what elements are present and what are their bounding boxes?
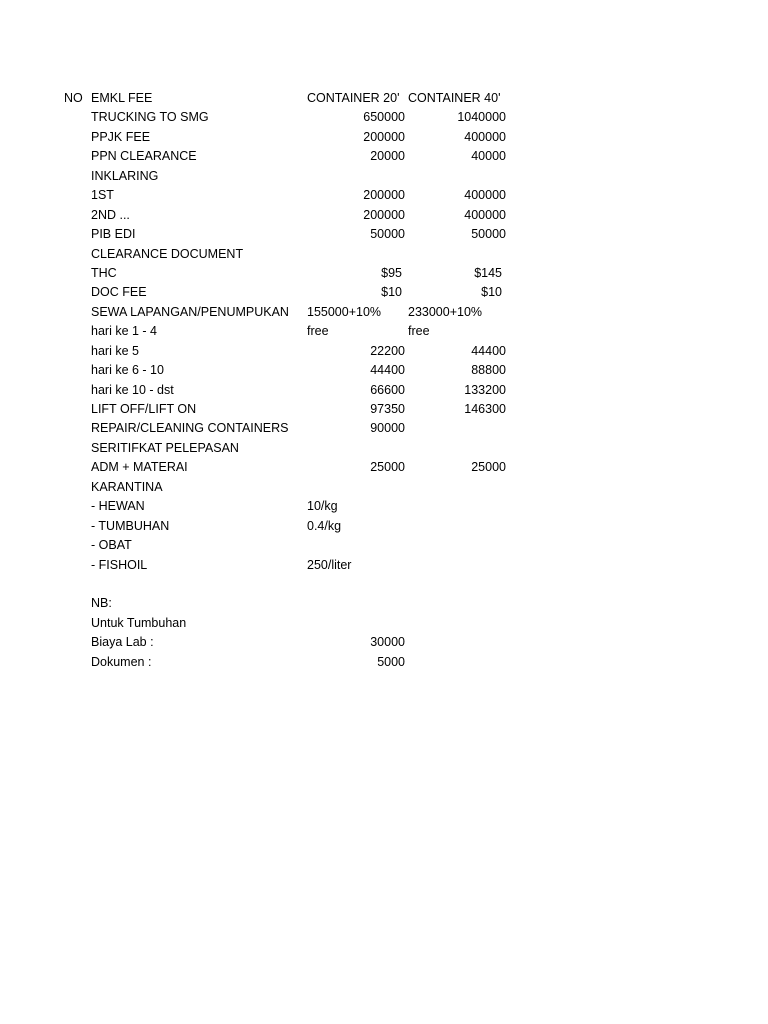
value-container-20: 25000 <box>370 460 405 475</box>
value-container-40: 233000+10% <box>408 304 483 319</box>
header-row <box>0 89 768 108</box>
notes-dokumen <box>0 653 768 672</box>
value-container-40: 400000 <box>464 129 506 144</box>
header-container-20: CONTAINER 20' <box>307 91 400 105</box>
dokumen-value: 5000 <box>377 654 405 669</box>
row-ppjk-fee <box>0 128 768 147</box>
value-container-40: 1040000 <box>457 110 506 125</box>
value-container-20: 10/kg <box>307 499 338 514</box>
value-container-20: 44400 <box>370 363 405 378</box>
value-container-40: 40000 <box>471 149 506 164</box>
value-container-20: $10 <box>381 285 402 300</box>
notes-nb <box>0 594 768 613</box>
item-label: - TUMBUHAN <box>91 518 170 533</box>
item-label: PPJK FEE <box>91 129 151 144</box>
biaya-lab-label: Biaya Lab : <box>91 635 154 650</box>
value-container-40: 400000 <box>464 188 506 203</box>
value-container-40: free <box>408 324 430 339</box>
item-label: PIB EDI <box>91 227 136 242</box>
row-obat <box>0 536 768 555</box>
value-container-20: 200000 <box>363 129 405 144</box>
row-2nd <box>0 206 768 225</box>
value-container-20: 50000 <box>370 227 405 242</box>
item-label: hari ke 6 - 10 <box>91 363 164 378</box>
row-thc <box>0 264 768 283</box>
item-label: hari ke 1 - 4 <box>91 324 158 339</box>
blank-row <box>0 575 768 594</box>
row-pib-edi <box>0 225 768 244</box>
item-label: - HEWAN <box>91 499 145 514</box>
item-label: SERITIFKAT PELEPASAN <box>91 440 239 455</box>
value-container-40: 146300 <box>464 402 506 416</box>
item-label: LIFT OFF/LIFT ON <box>91 402 197 416</box>
item-label: CLEARANCE DOCUMENT <box>91 246 244 261</box>
row-doc-fee <box>0 283 768 302</box>
notes-subtitle <box>0 614 768 633</box>
row-hari-6-10 <box>0 361 768 380</box>
row-fishoil <box>0 556 768 575</box>
value-container-20: 650000 <box>363 110 405 125</box>
value-container-20: 0.4/kg <box>307 518 342 533</box>
value-container-20: 200000 <box>363 188 405 203</box>
header-emkl-fee: EMKL FEE <box>91 91 153 105</box>
row-sewa-lapangan <box>0 303 768 322</box>
value-container-20: 66600 <box>370 382 405 397</box>
row-seritifkat-pelepasan <box>0 439 768 458</box>
value-container-40: $10 <box>481 285 502 300</box>
row-hewan <box>0 497 768 516</box>
value-container-40: $145 <box>474 265 502 280</box>
value-container-40: 50000 <box>471 227 506 242</box>
header-no: NO <box>64 91 83 105</box>
row-hari-1-4 <box>0 322 768 341</box>
value-container-40: 400000 <box>464 207 506 222</box>
value-container-20: 155000+10% <box>307 304 382 319</box>
row-tumbuhan <box>0 517 768 536</box>
item-label: hari ke 10 - dst <box>91 382 174 397</box>
value-container-20: 250/liter <box>307 557 352 572</box>
item-label: TRUCKING TO SMG <box>91 110 209 125</box>
value-container-20: 90000 <box>370 421 405 436</box>
item-label: INKLARING <box>91 168 159 183</box>
nb-label: NB: <box>91 596 112 611</box>
value-container-40: 88800 <box>471 363 506 378</box>
value-container-20: 97350 <box>370 402 405 416</box>
value-container-20: 20000 <box>370 149 405 164</box>
header-container-40: CONTAINER 40' <box>408 91 501 105</box>
value-container-20: 22200 <box>370 343 405 358</box>
row-repair-cleaning <box>0 419 768 438</box>
item-label: 2ND ... <box>91 207 130 222</box>
item-label: PPN CLEARANCE <box>91 149 197 164</box>
fee-sheet <box>0 89 768 672</box>
notes-biaya-lab <box>0 633 768 652</box>
row-clearance-document <box>0 245 768 264</box>
row-hari-5 <box>0 342 768 361</box>
dokumen-label: Dokumen : <box>91 654 152 669</box>
row-ppn-clearance <box>0 147 768 166</box>
row-hari-10-dst <box>0 381 768 400</box>
item-label: KARANTINA <box>91 479 163 494</box>
row-karantina <box>0 478 768 497</box>
biaya-lab-value: 30000 <box>370 635 405 650</box>
item-label: hari ke 5 <box>91 343 139 358</box>
item-label: 1ST <box>91 188 114 203</box>
item-label: DOC FEE <box>91 285 147 300</box>
item-label: - OBAT <box>91 538 132 553</box>
value-container-20: 200000 <box>363 207 405 222</box>
item-label: REPAIR/CLEANING CONTAINERS <box>91 421 289 436</box>
row-lift-off-lift-on <box>0 400 768 419</box>
item-label: ADM + MATERAI <box>91 460 188 475</box>
row-1st <box>0 186 768 205</box>
row-adm-materai <box>0 458 768 477</box>
item-label: THC <box>91 265 117 280</box>
value-container-40: 133200 <box>464 382 506 397</box>
item-label: - FISHOIL <box>91 557 148 572</box>
value-container-20: free <box>307 324 329 339</box>
row-inklaring <box>0 167 768 186</box>
value-container-40: 44400 <box>471 343 506 358</box>
value-container-40: 25000 <box>471 460 506 475</box>
value-container-20: $95 <box>381 265 402 280</box>
item-label: SEWA LAPANGAN/PENUMPUKAN <box>91 304 289 319</box>
untuk-tumbuhan-label: Untuk Tumbuhan <box>91 615 187 630</box>
row-trucking-to-smg <box>0 108 768 127</box>
